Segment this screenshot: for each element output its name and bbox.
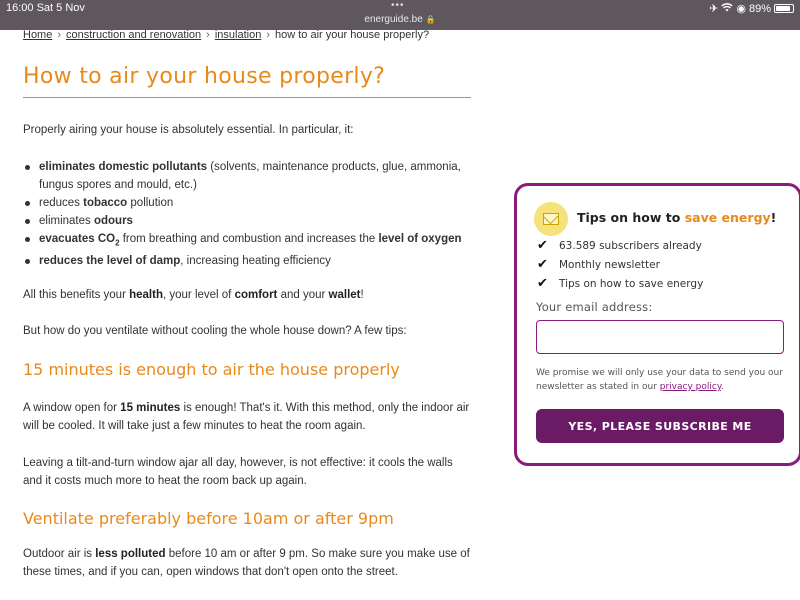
breadcrumb-current: how to air your house properly? bbox=[275, 29, 430, 41]
checkmark-icon: ✔ bbox=[537, 276, 548, 291]
mail-icon bbox=[534, 202, 568, 236]
wifi-icon bbox=[721, 2, 733, 15]
lock-icon: 🔒 bbox=[425, 15, 436, 24]
benefits-paragraph: All this benefits your health, your level of comfort and your wallet! bbox=[23, 289, 364, 301]
intro-paragraph: Properly airing your house is absolutely essential. In particular, it: bbox=[23, 124, 354, 136]
location-icon: ◉ bbox=[736, 3, 746, 15]
airplane-icon: ✈ bbox=[709, 3, 719, 15]
status-bar bbox=[0, 0, 800, 30]
section-heading-ventilate-times: Ventilate preferably before 10am or after 9pm bbox=[23, 509, 394, 528]
checkmark-icon: ✔ bbox=[537, 238, 548, 253]
url-text: energuide.be bbox=[364, 14, 423, 25]
newsletter-subscribe-box bbox=[514, 183, 800, 466]
list-item: eliminates domestic pollutants (solvents, maintenance products, glue, ammonia, fungus spores and mould, etc.) bbox=[23, 158, 473, 194]
question-paragraph: But how do you ventilate without cooling the whole house down? A few tips: bbox=[23, 325, 407, 337]
status-indicators bbox=[709, 2, 794, 15]
list-item: ✔ 63.589 subscribers already bbox=[537, 238, 702, 253]
paragraph-outdoor-air: Outdoor air is less polluted before 10 am or after 9 pm. So make sure you make use of these times, and if you can, open windows that don't open onto the street. bbox=[23, 548, 470, 578]
privacy-notice: We promise we will only use your data to send you our newsletter as stated in our privacy policy. bbox=[536, 368, 783, 392]
list-item: ✔ Monthly newsletter bbox=[537, 257, 660, 272]
more-dots-icon[interactable]: ••• bbox=[391, 0, 405, 11]
subscribe-button[interactable]: YES, PLEASE SUBSCRIBE ME bbox=[536, 409, 784, 443]
list-item: reduces the level of damp, increasing heating efficiency bbox=[23, 252, 473, 270]
status-time: 16:00 Sat 5 Nov bbox=[6, 2, 85, 14]
list-item: evacuates $CO_2$ from breathing and combustion and increases the level of oxygen bbox=[23, 230, 473, 252]
privacy-policy-link[interactable]: privacy policy bbox=[659, 382, 721, 392]
list-item: reduces tobacco pollution bbox=[23, 194, 473, 212]
paragraph-tilt-window: Leaving a tilt-and-turn window ajar all day, however, is not effective: it cools the walls and it costs much more to heat the room back up again. bbox=[23, 457, 453, 487]
paragraph-15-minutes: A window open for 15 minutes is enough! That's it. With this method, only the indoor air will be cooled. It will take just a few minutes to heat the room again. bbox=[23, 402, 470, 432]
page-title: How to air your house properly? bbox=[23, 64, 386, 89]
battery-icon bbox=[774, 4, 794, 13]
breadcrumb: Home › construction and renovation › insulation › how to air your house properly? bbox=[23, 29, 430, 41]
subscribe-title: Tips on how to save energy! bbox=[577, 210, 777, 225]
breadcrumb-insulation[interactable]: insulation bbox=[214, 29, 262, 41]
breadcrumb-construction[interactable]: construction and renovation bbox=[66, 29, 202, 41]
list-item: ✔ Tips on how to save energy bbox=[537, 276, 704, 291]
email-label: Your email address: bbox=[536, 300, 653, 314]
email-field[interactable] bbox=[536, 320, 784, 354]
title-divider bbox=[23, 97, 471, 98]
benefits-list bbox=[23, 158, 473, 270]
subscribe-benefits bbox=[537, 236, 703, 293]
breadcrumb-home[interactable]: Home bbox=[23, 29, 53, 41]
list-item: eliminates odours bbox=[23, 212, 473, 230]
battery-percent: 89% bbox=[748, 2, 771, 15]
address-bar[interactable] bbox=[0, 14, 800, 25]
section-heading-15-minutes: 15 minutes is enough to air the house properly bbox=[23, 360, 400, 379]
checkmark-icon: ✔ bbox=[537, 257, 548, 272]
